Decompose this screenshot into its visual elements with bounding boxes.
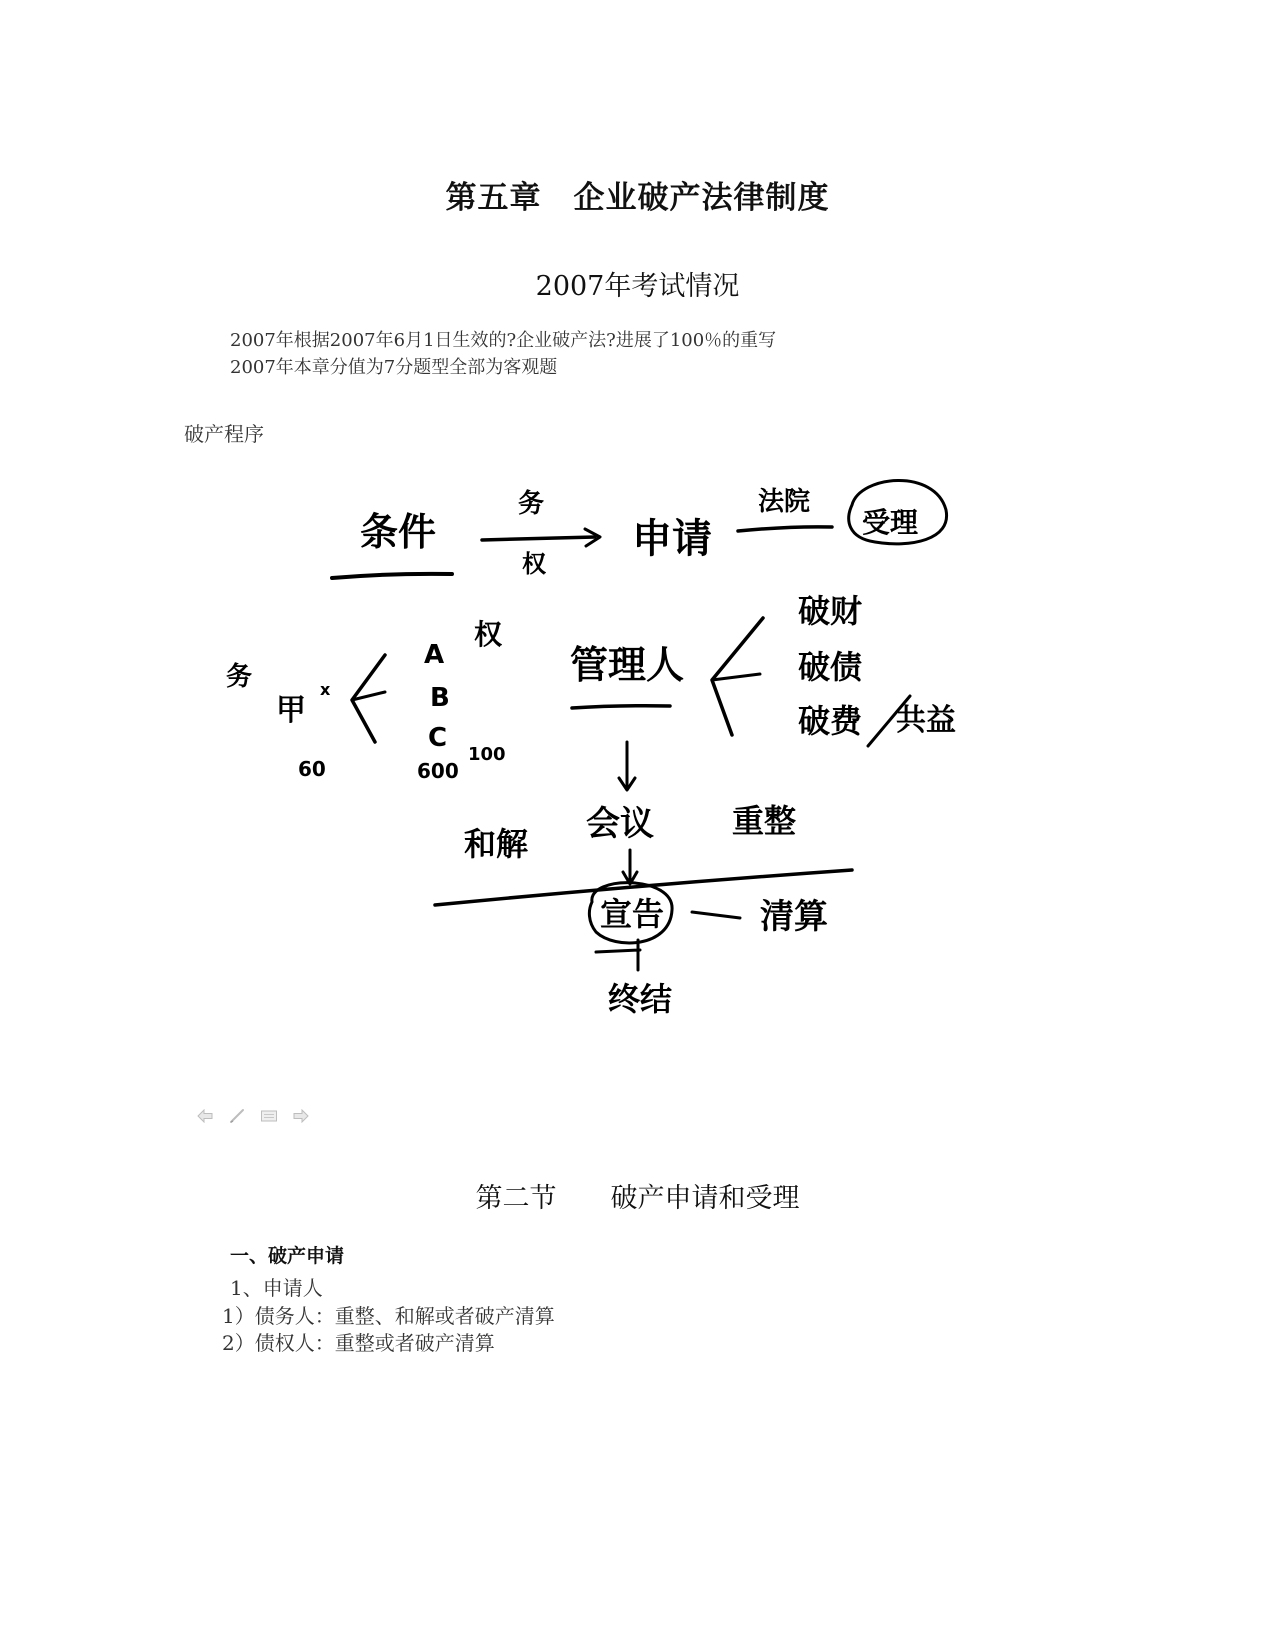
termination-hline: [596, 950, 640, 952]
forward-arrow-icon[interactable]: [291, 1108, 311, 1124]
back-arrow-icon[interactable]: [195, 1108, 215, 1124]
hw-creditor-top: 权: [522, 550, 546, 578]
chapter-title: 第五章 企业破产法律制度: [445, 180, 830, 216]
court-line: [738, 527, 832, 531]
hw-jia: 甲: [276, 693, 306, 728]
intro-line-1: 2007年根据2007年6月1日生效的?企业破产法?进展了100％的重写: [230, 330, 777, 351]
condition-underline: [332, 574, 452, 578]
hw-common-benefit: 共益: [896, 703, 956, 738]
right-bracket-stroke: [712, 674, 760, 680]
slide-nav-bar: [195, 1108, 311, 1124]
hw-b: B: [430, 683, 450, 713]
hw-six-hundred: 600: [417, 759, 459, 783]
apply-arrow-line: [482, 537, 595, 540]
hw-bankrupt-debts: 破债: [798, 648, 863, 686]
hw-creditor-mid: 权: [474, 618, 503, 651]
hw-hundred: 100: [468, 744, 506, 765]
liquidation-dash: [692, 912, 740, 918]
hw-meeting: 会议: [586, 804, 654, 844]
menu-icon[interactable]: [259, 1108, 279, 1124]
hw-bankrupt-assets: 破财: [798, 592, 863, 630]
exam-situation-title: 2007年考试情况: [535, 271, 740, 302]
hw-x-mark: x: [320, 680, 331, 699]
hw-accept: 受理: [862, 506, 919, 539]
hw-administrator: 管理人: [570, 643, 685, 687]
hw-debtor-left: 务: [226, 662, 253, 692]
administrator-underline: [572, 706, 670, 708]
hw-a: A: [424, 640, 445, 670]
hw-c: C: [428, 723, 448, 753]
diagram-caption: 破产程序: [184, 422, 264, 446]
hw-termination: 终结: [608, 980, 673, 1018]
section-title: 第二节 破产申请和受理: [475, 1183, 800, 1214]
hw-reorganization: 重整: [732, 802, 797, 840]
hw-court: 法院: [758, 487, 811, 517]
list-item-creditor: 2）债权人：重整或者破产清算: [222, 1331, 495, 1355]
subsection-heading: 一、破产申请: [230, 1245, 345, 1267]
hw-declaration: 宣告: [600, 895, 665, 933]
pen-icon[interactable]: [227, 1108, 247, 1124]
hw-bankrupt-costs: 破费: [798, 702, 863, 740]
list-item-applicant: 1、申请人: [230, 1276, 323, 1300]
list-item-debtor: 1）债务人：重整、和解或者破产清算: [222, 1304, 555, 1328]
hw-sixty: 60: [298, 757, 326, 781]
intro-line-2: 2007年本章分值为7分题型全部为客观题: [230, 357, 558, 378]
hw-settlement: 和解: [464, 825, 529, 863]
hw-debtor-top: 务: [518, 489, 545, 519]
hw-liquidation: 清算: [760, 897, 828, 937]
bankruptcy-procedure-diagram: [220, 470, 1020, 1090]
hw-apply: 申请: [632, 516, 712, 562]
handwritten-sketch: [220, 470, 1020, 1090]
hw-condition: 条件: [360, 510, 437, 554]
